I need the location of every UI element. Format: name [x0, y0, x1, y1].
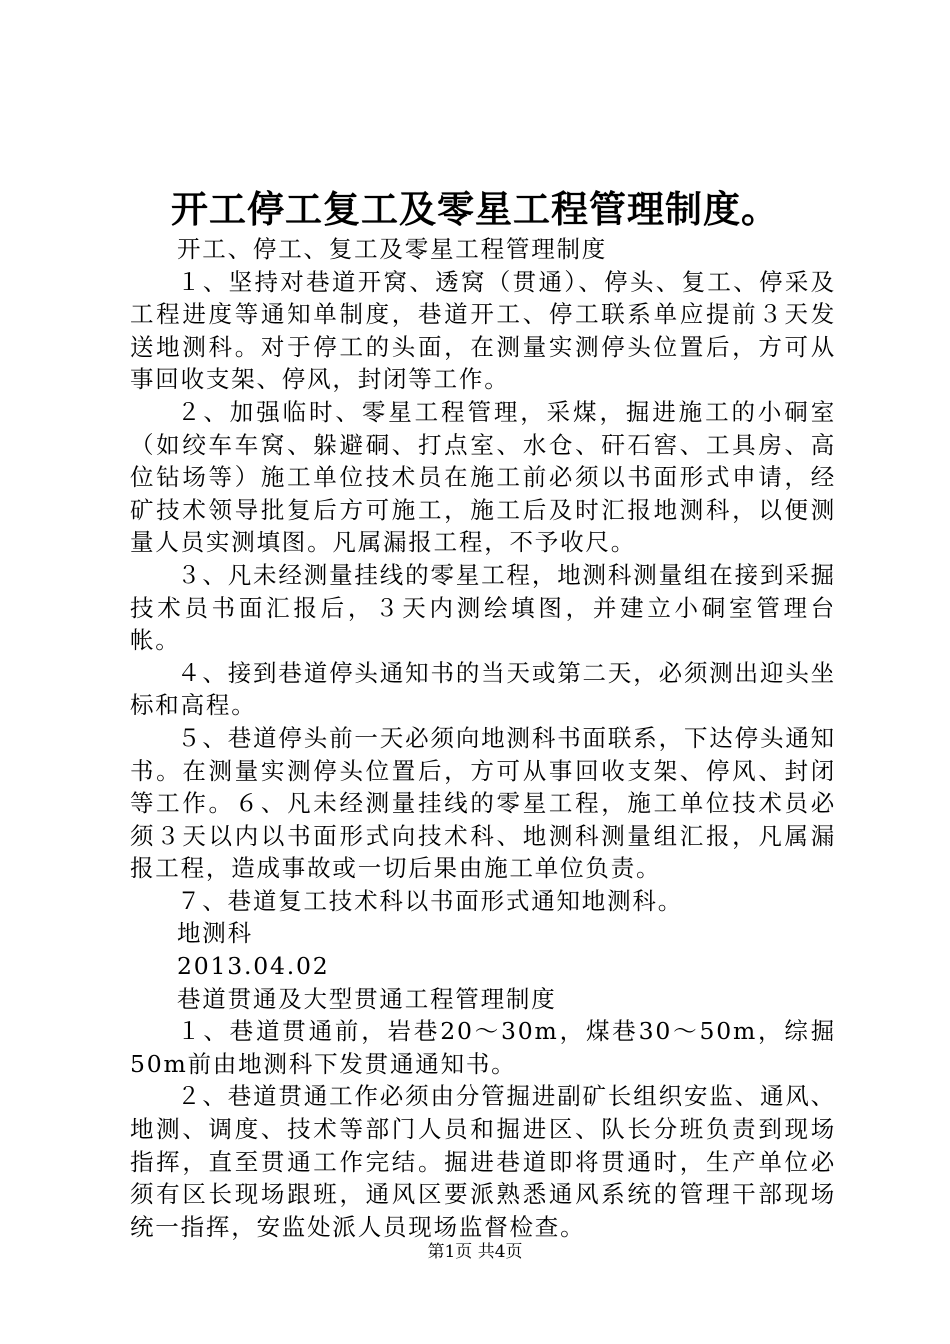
paragraph-item-4: ４、接到巷道停头通知书的当天或第二天，必须测出迎头坐标和高程。 — [130, 658, 836, 720]
page-number-footer: 第1页 共4页 — [427, 1242, 523, 1262]
paragraph-item-2: ２、加强临时、零星工程管理，采煤，掘进施工的小硐室（如绞车车窝、躲避硐、打点室、水仓、矸石窖、工具房、高位钻场等）施工单位技术员在施工前必须以书面形式申请，经矿技术领导批复后方可施工，施工后及时汇报地测科，以便测量人员实测填图。凡属漏报工程，不予收尺。 — [130, 397, 836, 557]
paragraph-item-7: ７、巷道复工技术科以书面形式通知地测科。 — [177, 886, 683, 915]
document-title: 开工停工复工及零星工程管理制度。 — [171, 187, 779, 231]
signature-department: 地测科 — [177, 919, 253, 948]
paragraph-item-3: ３、凡未经测量挂线的零星工程，地测科测量组在接到采掘技术员书面汇报后，３天内测绘填图，并建立小硐室管理台帐。 — [130, 560, 836, 655]
paragraph-heading-1: 开工、停工、复工及零星工程管理制度 — [177, 235, 608, 263]
signature-date: 2013.04.02 — [177, 952, 330, 981]
paragraph-heading-2: 巷道贯通及大型贯通工程管理制度 — [177, 984, 557, 1013]
paragraph-item-b1: １、巷道贯通前，岩巷20～30m，煤巷30～50m，综掘50m前由地测科下发贯通通知书。 — [130, 1017, 836, 1078]
paragraph-item-b2: ２、巷道贯通工作必须由分管掘进副矿长组织安监、通风、地测、调度、技术等部门人员和掘进区、队长分班负责到现场指挥，直至贯通工作完结。掘进巷道即将贯通时，生产单位必须有区长现场跟班，通风区要派熟悉通风系统的管理干部现场统一指挥，安监处派人员现场监督检查。 — [130, 1082, 836, 1241]
document-body — [130, 233, 836, 1243]
paragraph-item-1: １、坚持对巷道开窝、透窝（贯通）、停头、复工、停采及工程进度等通知单制度，巷道开工、停工联系单应提前３天发送地测科。对于停工的头面，在测量实测停头位置后，方可从事回收支架、停风，封闭等工作。 — [130, 267, 836, 394]
paragraph-item-5-6: ５、巷道停头前一天必须向地测科书面联系，下达停头通知书。在测量实测停头位置后，方可从事回收支架、停风、封闭等工作。６、凡未经测量挂线的零星工程，施工单位技术员必须３天以内以书面形式向技术科、地测科测量组汇报，凡属漏报工程，造成事故或一切后果由施工单位负责。 — [130, 723, 836, 883]
